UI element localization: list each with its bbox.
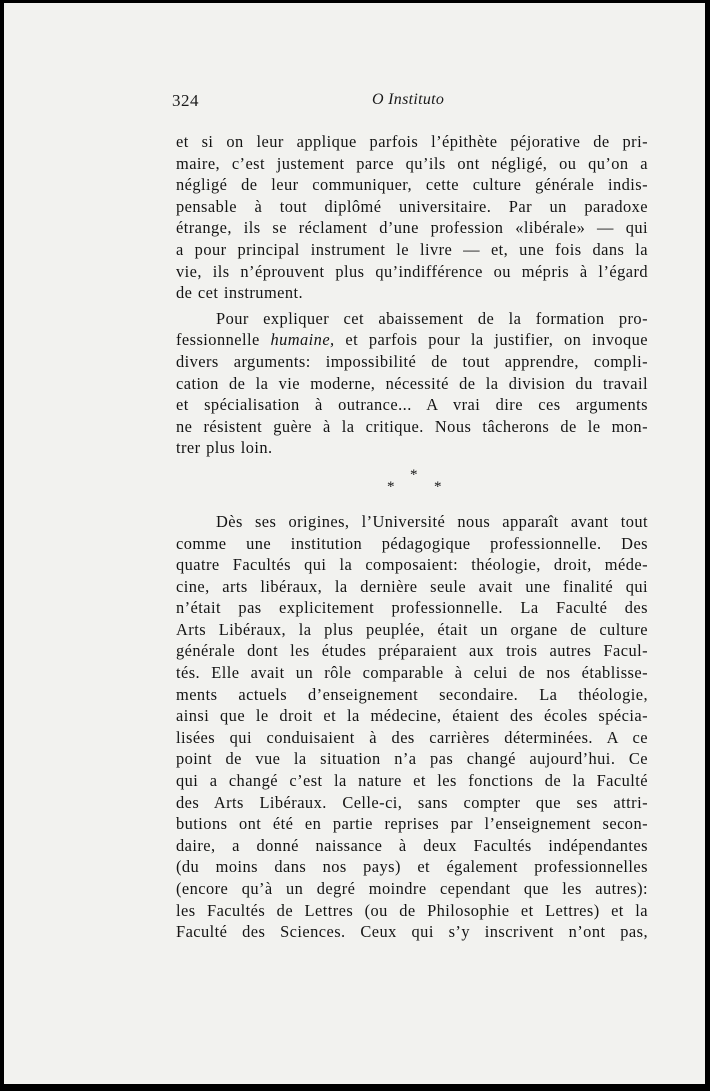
asterism-separator [176,463,648,503]
text-line: butions ont été en partie reprises par l’enseignement secon- [176,814,648,834]
text-line: tés. Elle avait un rôle comparable à celui de nos établisse- [176,663,648,683]
text-line: divers arguments: impossibilité de tout apprendre, compli- [176,351,648,371]
text-line: ne résistent guère à la critique. Nous tâcherons de le mon- [176,416,648,436]
paragraph-2 [176,308,648,459]
text-line: négligé de leur communiquer, cette culture générale indis- [176,175,648,195]
text-line: de cet instrument. [176,283,304,303]
body-text [176,131,648,943]
text-line: (du moins dans nos pays) et également professionnelles [176,857,648,877]
paragraph-1 [176,131,648,304]
text-line: vie, ils n’éprouvent plus qu’indifférence ou mépris à l’égard [176,261,648,281]
emphasized-word: humaine, [270,330,335,350]
text-line: n’était pas explicitement professionnelle. La Faculté des [176,598,648,618]
running-head [172,91,648,117]
text-line: point de vue la situation n’a pas changé aujourd’hui. Ce [176,749,648,769]
text-line: lisées qui conduisaient à des carrières déterminées. A ce [176,727,648,747]
text-line: et spécialisation à outrance... A vrai dire ces arguments [176,395,648,415]
text-line: cation de la vie moderne, nécessité de la division du travail [176,373,648,393]
text-line: quatre Facultés qui la composaient: théologie, droit, méde- [176,555,648,575]
text-line: comme une institution pédagogique professionnelle. Des [176,533,648,553]
journal-title: O Instituto [372,91,445,108]
text-line: trer plus loin. [176,438,273,458]
text-line: générale dont les études préparaient aux trois autres Facul- [176,641,648,661]
paragraph-3 [176,511,648,943]
text-line: daire, a donné naissance à deux Facultés indépendantes [176,835,648,855]
text-line: Pour expliquer cet abaissement de la formation pro- [216,308,648,328]
text-line: Arts Libéraux, la plus peuplée, était un organe de culture [176,619,648,639]
book-page [4,3,705,1084]
text-line: les Facultés de Lettres (ou de Philosophie et Lettres) et la [176,900,648,920]
asterisk: * [410,466,418,483]
text-line: et si on leur applique parfois l’épithète péjorative de pri- [176,132,648,151]
text-line [176,329,648,351]
text-line: (encore qu’à un degré moindre cependant que les autres): [176,879,648,898]
text-line: maire, c’est justement parce qu’ils ont négligé, ou qu’on a [176,153,648,173]
text-line: étrange, ils se réclament d’une profession «libérale» — qui [176,218,648,238]
page-number: 324 [172,91,199,110]
text-line: des Arts Libéraux. Celle-ci, sans compter que ses attri- [176,792,648,812]
text-line: a pour principal instrument le livre — et, une fois dans la [176,239,648,259]
text-line: qui a changé c’est la nature et les fonctions de la Faculté [176,771,648,791]
text-segment: et parfois pour la justifier, on invoque [334,330,648,350]
text-line: ments actuels d’enseignement secondaire. La théologie, [176,684,648,704]
text-line: Faculté des Sciences. Ceux qui s’y inscrivent n’ont pas, [176,922,648,942]
text-line: ainsi que le droit et la médecine, étaient des écoles spécia- [176,706,648,726]
text-line: cine, arts libéraux, la dernière seule avait une finalité qui [176,576,648,596]
text-segment: fessionnelle [176,330,271,350]
asterisk: * [387,478,395,495]
text-line: pensable à tout diplômé universitaire. Par un paradoxe [176,196,648,216]
text-line: Dès ses origines, l’Université nous apparaît avant tout [216,511,648,531]
asterisk: * [434,478,442,495]
